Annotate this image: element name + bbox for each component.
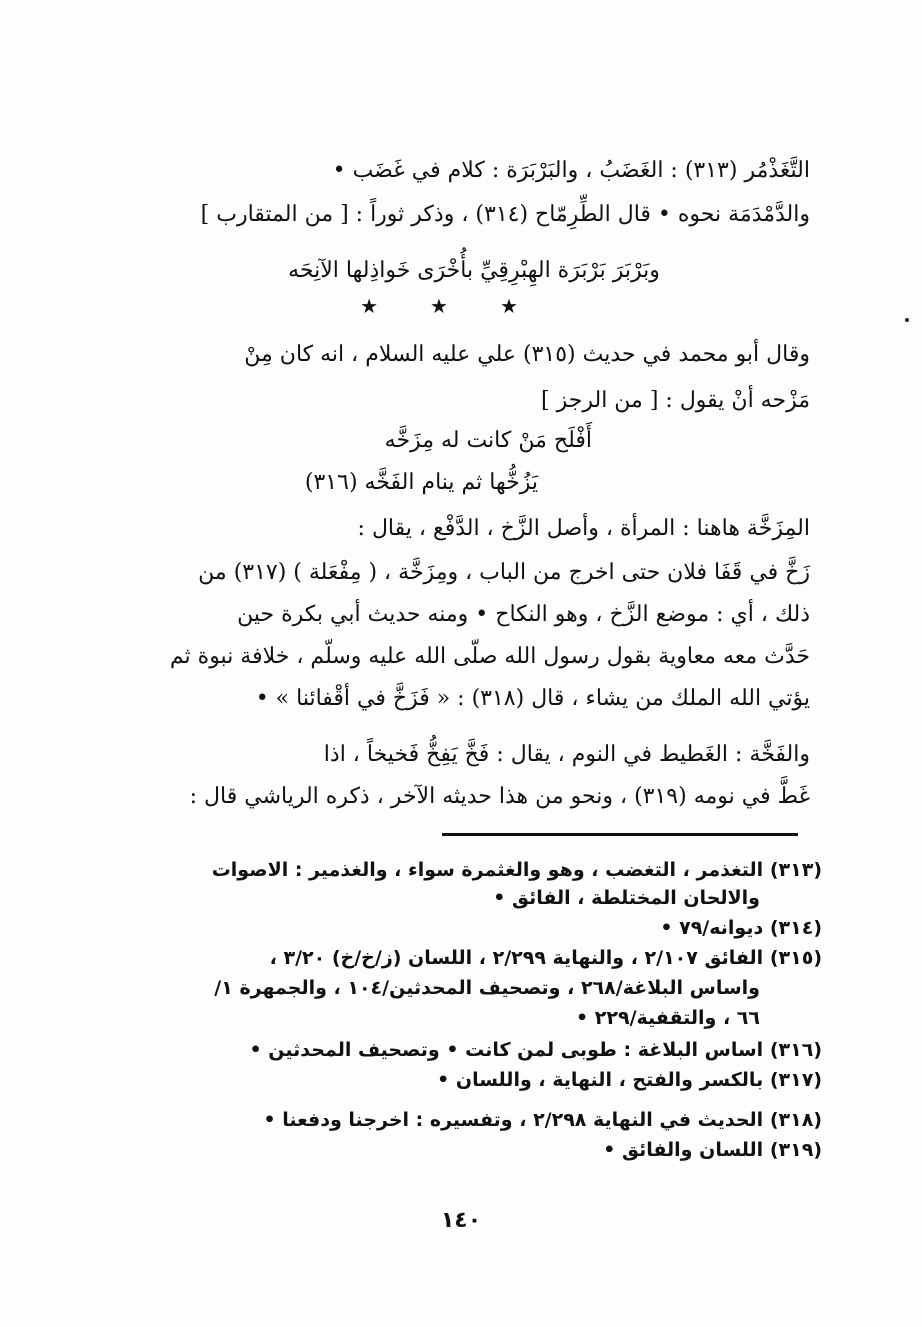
- verse-line: وبَرْبَرَ بَرْبَرَة الهِبْرِقِيِّ بأُخْرَى خَواذِلها الآنِحَه: [288, 258, 660, 283]
- footnote-number: (٣١٦): [769, 1039, 822, 1061]
- footnote-318: [142, 1106, 822, 1134]
- footnote-text: اللسان والفائق •: [603, 1139, 764, 1161]
- footnote-313-cont: [80, 884, 760, 912]
- footnote-number: (٣١٤): [769, 917, 822, 939]
- body-line-5: مَزْحه أنْ يقول : [ من الرجز ]: [541, 388, 810, 413]
- footnote-315-cont-1: [80, 974, 760, 1002]
- footnote-314: [142, 914, 822, 942]
- footnote-text: الفائق ٢/١٠٧ ، والنهاية ٢/٢٩٩ ، اللسان (ز/خ/خ) ٣/٢٠ ،: [269, 947, 764, 969]
- scan-speck: [905, 318, 909, 322]
- body-line-1: التَّغَذْمُر (٣١٣) : الغَضَبُ ، والبَرْبَرَة : كلام في غَضَب •: [332, 158, 810, 183]
- footnote-text: ٦٦ ، والتقفية/٢٢٩ •: [576, 1007, 760, 1029]
- footnote-315: [142, 944, 822, 972]
- footnote-text: الحديث في النهاية ٢/٢٩٨ ، وتفسيره : اخرجنا ودفعنا •: [263, 1109, 764, 1131]
- footnote-number: (٣١٥): [769, 947, 822, 969]
- body-line-2: والدَّمْدَمَة نحوه • قال الطِّرِمّاح (٣١٤) ، وذكر ثوراً : [ من المتقارب ]: [200, 202, 810, 227]
- footnote-317: [142, 1066, 822, 1094]
- section-separator-stars: ★★★: [360, 294, 570, 318]
- footnote-text: ديوانه/٧٩ •: [660, 917, 764, 939]
- footnote-text: اساس البلاغة : طوبى لمن كانت • وتصحيف المحدثين •: [249, 1039, 764, 1061]
- footnote-text: بالكسر والفتح ، النهاية ، واللسان •: [437, 1069, 764, 1091]
- body-line-13: والفَخَّة : الغَطيط في النوم ، يقال : فَخَّ يَفِخُّ فَخيخاً ، اذا: [323, 742, 810, 767]
- rajaz-verse-2: يَزُخُّها ثم ينام الفَخَّه (٣١٦): [304, 470, 538, 495]
- footnote-number: (٣١٣): [769, 859, 822, 881]
- body-line-11: حَدَّث معه معاوية بقول رسول الله صلّى الله عليه وسلّم ، خلافة نبوة ثم: [169, 644, 810, 669]
- footnote-313: [142, 856, 822, 884]
- footnote-text: واساس البلاغة/٢٦٨ ، وتصحيف المحدثين/١٠٤ ، والجمهرة ١/: [214, 977, 760, 999]
- body-line-9: زَخَّ في قَفَا فلان حتى اخرج من الباب ، ومِزَخَّة ، ( مِفْعَلة ) (٣١٧) من: [198, 560, 810, 585]
- page-number: ١٤٠: [440, 1208, 482, 1233]
- body-line-14: غَطَّ في نومه (٣١٩) ، ونحو من هذا حديثه الآخر ، ذكره الرياشي قال :: [189, 784, 810, 809]
- footnote-number: (٣١٨): [769, 1109, 822, 1131]
- body-line-10: ذلك ، أي : موضع الزَّخ ، وهو النكاح • ومنه حديث أبي بكرة حين: [237, 602, 810, 627]
- footnote-divider: [442, 833, 798, 836]
- footnote-number: (٣١٧): [769, 1069, 822, 1091]
- body-line-8: المِزَخَّة هاهنا : المرأة ، وأصل الزَّخ ، الدَّفْع ، يقال :: [357, 516, 810, 541]
- footnote-text: التغذمر ، التغضب ، وهو والغثمرة سواء ، والغذمير : الاصوات: [211, 859, 764, 881]
- footnote-315-cont-2: [80, 1004, 760, 1032]
- footnote-319: [142, 1136, 822, 1164]
- footnote-text: والالحان المختلطة ، الفائق •: [493, 887, 760, 909]
- body-line-4: وقال أبو محمد في حديث (٣١٥) علي عليه السلام ، انه كان مِنْ: [244, 342, 810, 367]
- body-line-12: يؤتي الله الملك من يشاء ، قال (٣١٨) : « فَزَخَّ في أقْفائنا » •: [255, 686, 810, 711]
- rajaz-verse-1: أَفْلَح مَنْ كانت له مِزَخَّه: [384, 428, 592, 453]
- footnote-316: [142, 1036, 822, 1064]
- footnote-number: (٣١٩): [769, 1139, 822, 1161]
